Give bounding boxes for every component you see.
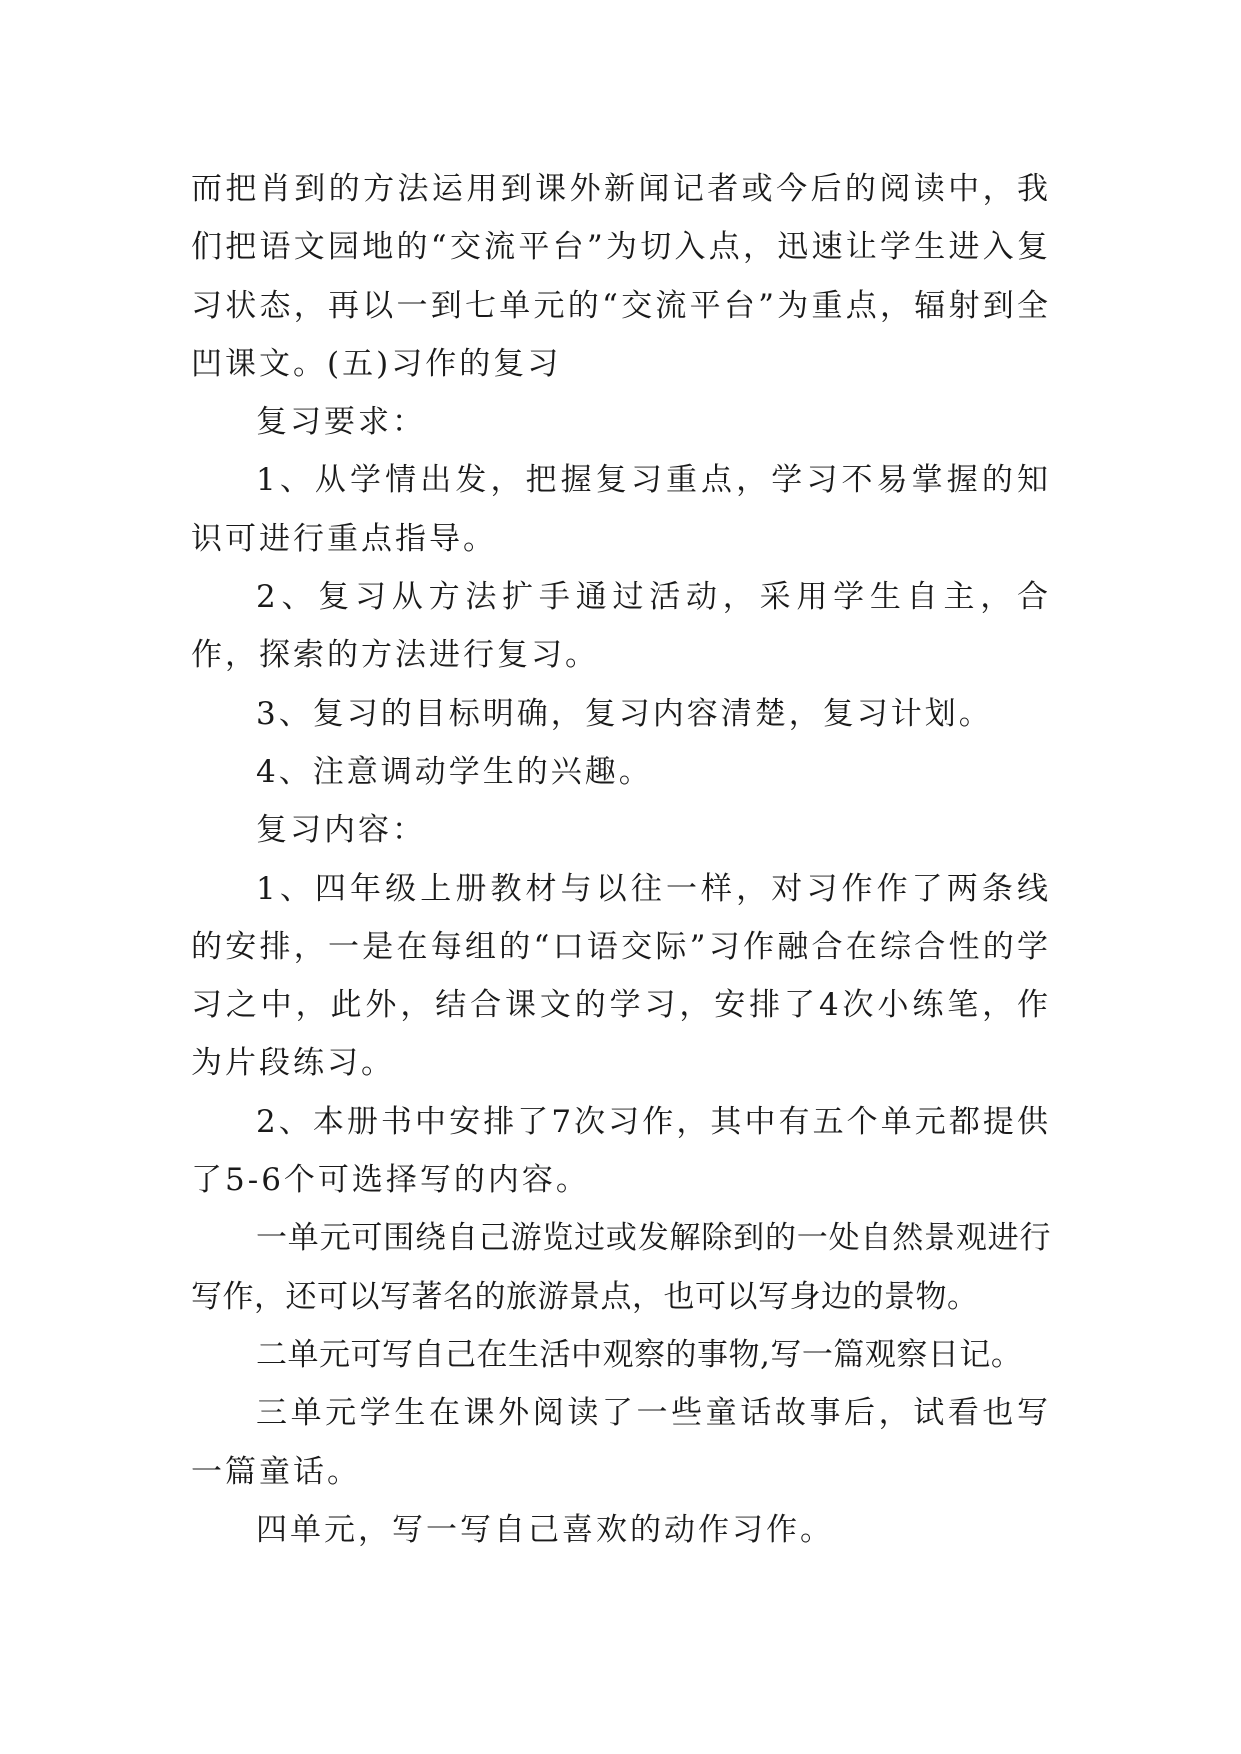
heading-review-content: 复习内容： xyxy=(256,812,426,849)
heading-review-requirements: 复习要求： xyxy=(256,404,426,441)
paragraph-unit-1: 一单元可围绕自己游览过或发解除到的一处自然景观进行写作，还可以写著名的旅游景点，也可以写身边的景物。 xyxy=(191,1220,1051,1315)
paragraph-content-1: 1、四年级上册教材与以往一样，对习作作了两条线的安排，一是在每组的“口语交际”习作融合在综合性的学习之中，此外，结合课文的学习，安排了4次小练笔，作为片段练习。 xyxy=(191,870,1051,1082)
paragraph-intro: 而把肖到的方法运用到课外新闻记者或今后的阅读中，我们把语文园地的“交流平台”为切入点，迅速让学生进入复习状态，再以一到七单元的“交流平台”为重点，辐射到全凹课文。(五)习作的复习 xyxy=(191,171,1051,382)
paragraph-requirement-2: 2、复习从方法扩手通过活动，采用学生自主，合作，探索的方法进行复习。 xyxy=(191,579,1051,674)
document-body xyxy=(191,160,1051,1559)
paragraph-unit-3: 三单元学生在课外阅读了一些童话故事后，试看也写一篇童话。 xyxy=(191,1395,1051,1490)
paragraph-unit-2: 二单元可写自己在生活中观察的事物,写一篇观察日记。 xyxy=(256,1336,1023,1373)
paragraph-requirement-3: 3、复习的目标明确，复习内容清楚，复习计划。 xyxy=(256,695,993,732)
paragraph-requirement-1: 1、从学情出发，把握复习重点，学习不易掌握的知识可进行重点指导。 xyxy=(191,462,1051,557)
paragraph-unit-4: 四单元，写一写自己喜欢的动作习作。 xyxy=(256,1511,834,1548)
paragraph-content-2: 2、本册书中安排了7次习作，其中有五个单元都提供了5-6个可选择写的内容。 xyxy=(191,1103,1051,1199)
paragraph-requirement-4: 4、注意调动学生的兴趣。 xyxy=(256,753,653,790)
